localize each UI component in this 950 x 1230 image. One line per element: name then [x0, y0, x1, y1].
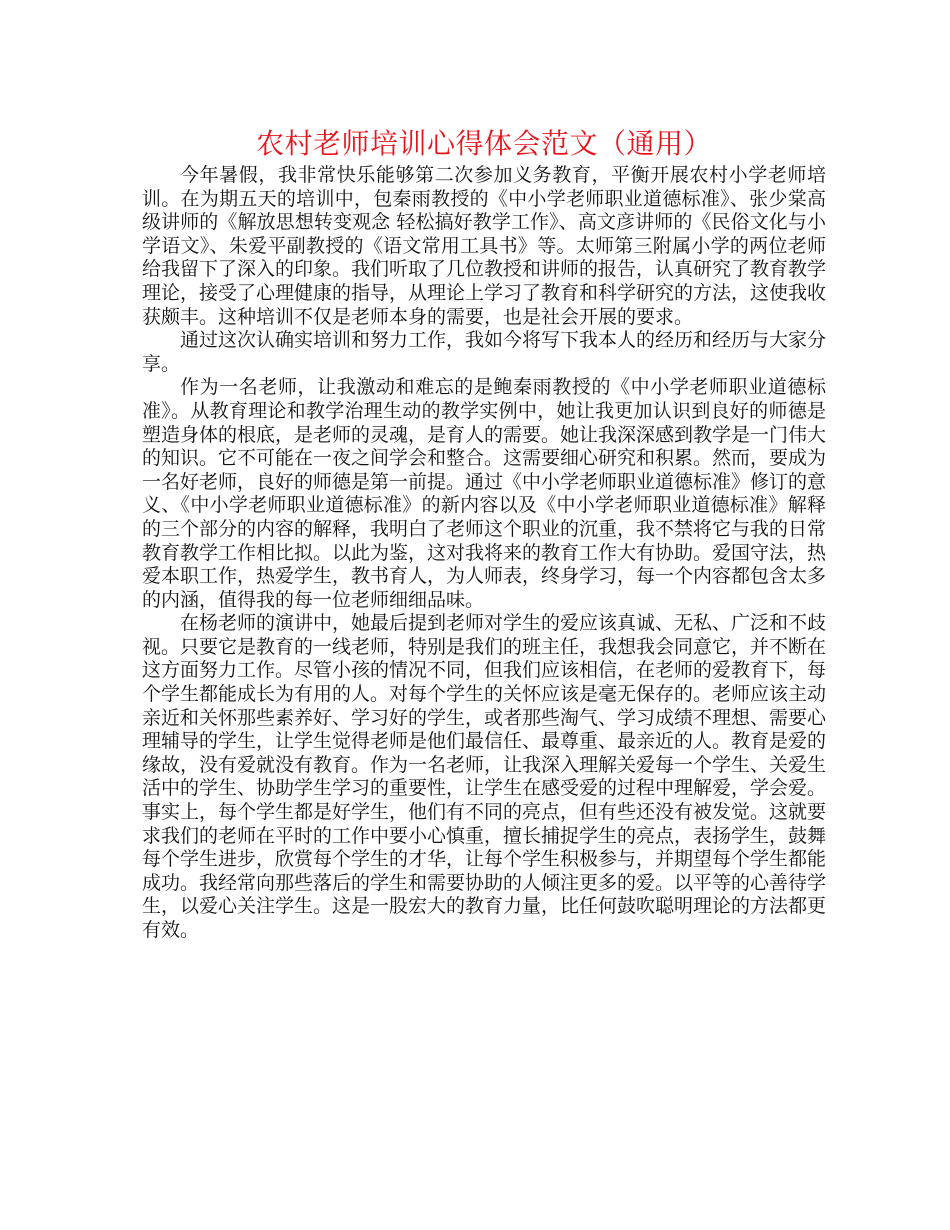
paragraph-3: 作为一名老师，让我激动和难忘的是鲍秦雨教授的《中小学老师职业道德标准》。从教育理论和教学治理生动的教学实例中，她让我更加认识到良好的师德是塑造身体的根底，是老师的灵魂，是育人的需要。她让我深深感到教学是一门伟大的知识。它不可能在一夜之间学会和整合。这需要细心研究和积累。然而，要成为一名好老师，良好的师德是第一前提。通过《中小学老师职业道德标准》修订的意义、《中小学老师职业道德标准》的新内容以及《中小学老师职业道德标准》解释的三个部分的内容的解释，我明白了老师这个职业的沉重，我不禁将它与我的日常教育教学工作相比拟。以此为鉴，这对我将来的教育工作大有协助。爱国守法，热爱本职工作，热爱学生，教书育人，为人师表，终身学习，每一个内容都包含太多的内涵，值得我的每一位老师细细品味。 [142, 376, 827, 611]
document-page [142, 124, 826, 943]
paragraph-1: 今年暑假，我非常快乐能够第二次参加义务教育，平衡开展农村小学老师培训。在为期五天的培训中，包秦雨教授的《中小学老师职业道德标准》、张少棠高级讲师的《解放思想转变观念 轻松搞好教学工作》、高文彦讲师的《民俗文化与小学语文》、朱爱平副教授的《语文常用工具书》等。太师第三附属小学的两位老师给我留下了深入的印象。我们听取了几位教授和讲师的报告，认真研究了教育教学理论，接受了心理健康的指导，从理论上学习了教育和科学研究的方法，这使我收获颇丰。这种培训不仅是老师本身的需要，也是社会开展的要求。 [142, 164, 827, 328]
paragraph-2: 通过这次认确实培训和努力工作，我如今将写下我本人的经历和经历与大家分享。 [142, 329, 827, 375]
paragraph-4: 在杨老师的演讲中，她最后提到老师对学生的爱应该真诚、无私、广泛和不歧视。只要它是教育的一线老师，特别是我们的班主任，我想我会同意它，并不断在这方面努力工作。尽管小孩的情况不同，但我们应该相信，在老师的爱教育下，每个学生都能成长为有用的人。对每个学生的关怀应该是毫无保存的。老师应该主动亲近和关怀那些素养好、学习好的学生，或者那些淘气、学习成绩不理想、需要心理辅导的学生，让学生觉得老师是他们最信任、最尊重、最亲近的人。教育是爱的缘故，没有爱就没有教育。作为一名老师，让我深入理解关爱每一个学生、关爱生活中的学生、协助学生学习的重要性，让学生在感受爱的过程中理解爱，学会爱。事实上，每个学生都是好学生，他们有不同的亮点，但有些还没有被发觉。这就要求我们的老师在平时的工作中要小心慎重，擅长捕捉学生的亮点，表扬学生，鼓舞每个学生进步，欣赏每个学生的才华，让每个学生积极参与，并期望每个学生都能成功。我经常向那些落后的学生和需要协助的人倾注更多的爱。以平等的心善待学生，以爱心关注学生。这是一股宏大的教育力量，比任何鼓吹聪明理论的方法都更有效。 [142, 612, 827, 941]
document-title: 农村老师培训心得体会范文（通用） [255, 127, 712, 160]
